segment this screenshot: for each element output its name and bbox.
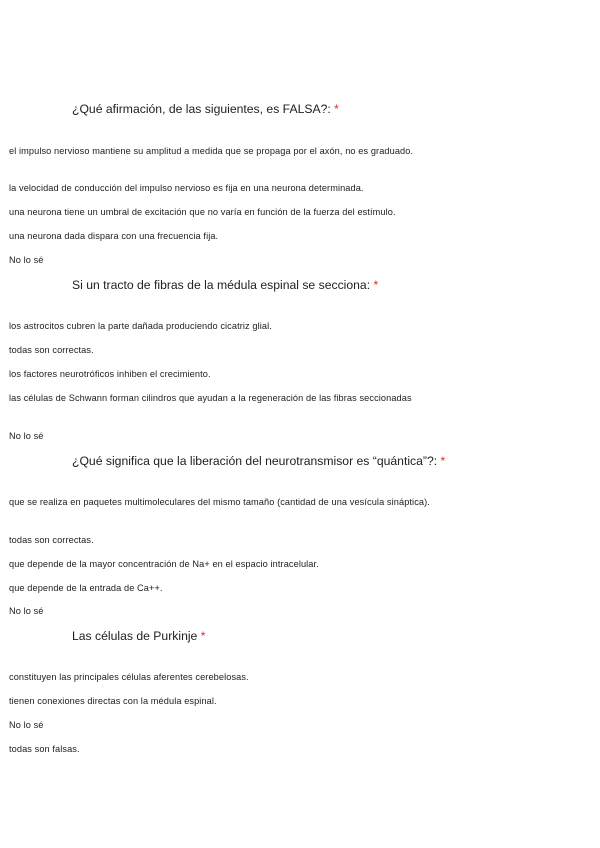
answer-option[interactable]: los factores neurotróficos inhiben el crecimiento.: [9, 369, 211, 379]
answer-option[interactable]: el impulso nervioso mantiene su amplitud a medida que se propaga por el axón, no es graduado.: [9, 146, 414, 156]
answer-option-dont-know[interactable]: No lo sé: [9, 720, 44, 730]
answer-option[interactable]: todas son falsas.: [9, 744, 80, 754]
required-asterisk: *: [373, 278, 379, 292]
answer-option[interactable]: la velocidad de conducción del impulso nervioso es fija en una neurona determinada.: [9, 183, 364, 193]
answer-option[interactable]: tienen conexiones directas con la médula espinal.: [9, 696, 217, 706]
question-title: ¿Qué significa que la liberación del neurotransmisor es “quántica”?: *: [72, 454, 446, 468]
answer-option[interactable]: que se realiza en paquetes multimoleculares del mismo tamaño (cantidad de una vesícula sináptica).: [9, 497, 430, 507]
answer-option[interactable]: todas son correctas.: [9, 345, 94, 355]
answer-option[interactable]: los astrocitos cubren la parte dañada produciendo cicatriz glial.: [9, 321, 272, 331]
answer-option[interactable]: una neurona tiene un umbral de excitación que no varía en función de la fuerza del estímulo.: [9, 207, 396, 217]
answer-option-dont-know[interactable]: No lo sé: [9, 606, 44, 616]
question-title: Las células de Purkinje *: [72, 629, 206, 643]
question-4: [72, 628, 542, 644]
required-asterisk: *: [200, 629, 206, 643]
answer-option[interactable]: que depende de la entrada de Ca++.: [9, 583, 163, 593]
question-1: [72, 101, 542, 117]
answer-option[interactable]: una neurona dada dispara con una frecuencia fija.: [9, 231, 219, 241]
question-2: [72, 277, 542, 293]
answer-option[interactable]: que depende de la mayor concentración de Na+ en el espacio intracelular.: [9, 559, 319, 569]
answer-option-dont-know[interactable]: No lo sé: [9, 431, 44, 441]
answer-option[interactable]: constituyen las principales células aferentes cerebelosas.: [9, 672, 249, 682]
question-3: [72, 453, 542, 469]
required-asterisk: *: [440, 454, 446, 468]
answer-option[interactable]: todas son correctas.: [9, 535, 94, 545]
answer-option-dont-know[interactable]: No lo sé: [9, 255, 44, 265]
answer-option[interactable]: las células de Schwann forman cilindros que ayudan a la regeneración de las fibras seccionadas: [9, 393, 412, 403]
question-title: ¿Qué afirmación, de las siguientes, es FALSA?: *: [72, 102, 339, 116]
required-asterisk: *: [334, 102, 339, 116]
question-title: Si un tracto de fibras de la médula espinal se secciona: *: [72, 278, 379, 292]
